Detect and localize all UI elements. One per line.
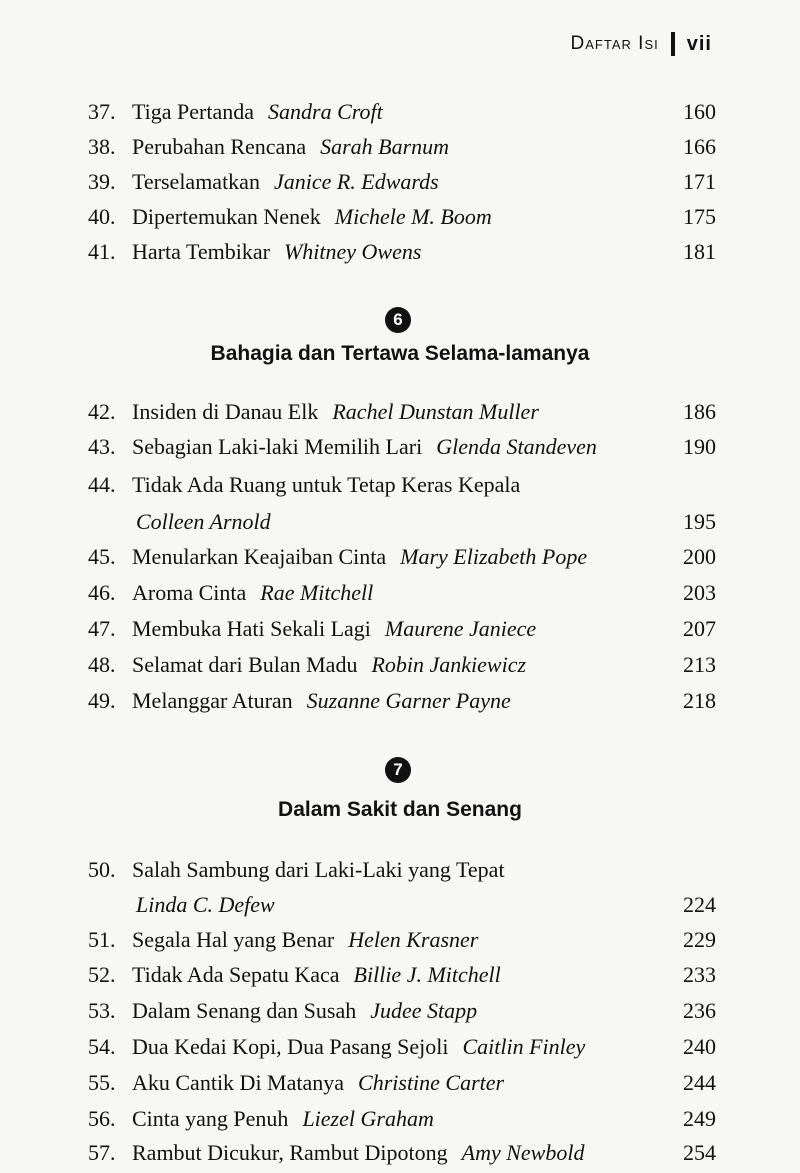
toc-entry: 46. Aroma Cinta Rae Mitchell 203 [88, 580, 716, 605]
toc-entry: 43. Sebagian Laki-laki Memilih Lari Glenda Standeven 190 [88, 434, 716, 459]
toc-entry-continuation: Linda C. Defew 224 [136, 892, 716, 917]
section-number-badge: 6 [385, 307, 411, 333]
section-number-badge: 7 [385, 757, 411, 783]
running-head-page-number: vii [686, 32, 712, 55]
toc-entry: 53. Dalam Senang dan Susah Judee Stapp 236 [88, 998, 716, 1023]
section-title: Dalam Sakit dan Senang [278, 798, 522, 821]
running-head [571, 32, 712, 56]
toc-entry: 50. Salah Sambung dari Laki-Laki yang Tepat [88, 857, 505, 882]
running-head-label: Daftar Isi [570, 33, 659, 54]
toc-entry: 39. Terselamatkan Janice R. Edwards 171 [88, 169, 716, 194]
toc-entry: 42. Insiden di Danau Elk Rachel Dunstan Muller 186 [88, 399, 716, 424]
toc-entry: 45. Menularkan Keajaiban Cinta Mary Elizabeth Pope 200 [88, 544, 716, 569]
toc-entry: 47. Membuka Hati Sekali Lagi Maurene Janiece 207 [88, 616, 716, 641]
section-title: Bahagia dan Tertawa Selama-lamanya [210, 342, 590, 365]
toc-entry: 41. Harta Tembikar Whitney Owens 181 [88, 239, 716, 264]
toc-entry: 56. Cinta yang Penuh Liezel Graham 249 [88, 1106, 716, 1131]
toc-entry: 40. Dipertemukan Nenek Michele M. Boom 175 [88, 204, 716, 229]
toc-entry: 55. Aku Cantik Di Matanya Christine Carter 244 [88, 1070, 716, 1095]
toc-entry: 54. Dua Kedai Kopi, Dua Pasang Sejoli Caitlin Finley 240 [88, 1034, 716, 1059]
toc-entry: 37. Tiga Pertanda Sandra Croft 160 [88, 99, 716, 124]
toc-entry: 57. Rambut Dicukur, Rambut Dipotong Amy Newbold 254 [88, 1140, 716, 1165]
toc-entry: 52. Tidak Ada Sepatu Kaca Billie J. Mitchell 233 [88, 962, 716, 987]
toc-entry: 44. Tidak Ada Ruang untuk Tetap Keras Kepala [88, 472, 521, 497]
toc-entry: 51. Segala Hal yang Benar Helen Krasner 229 [88, 927, 716, 952]
toc-entry: 48. Selamat dari Bulan Madu Robin Jankiewicz 213 [88, 652, 716, 677]
toc-entry: 49. Melanggar Aturan Suzanne Garner Payne 218 [88, 688, 716, 713]
toc-entry: 38. Perubahan Rencana Sarah Barnum 166 [88, 134, 716, 159]
running-head-divider [671, 32, 675, 56]
toc-entry-continuation: Colleen Arnold 195 [136, 509, 716, 534]
